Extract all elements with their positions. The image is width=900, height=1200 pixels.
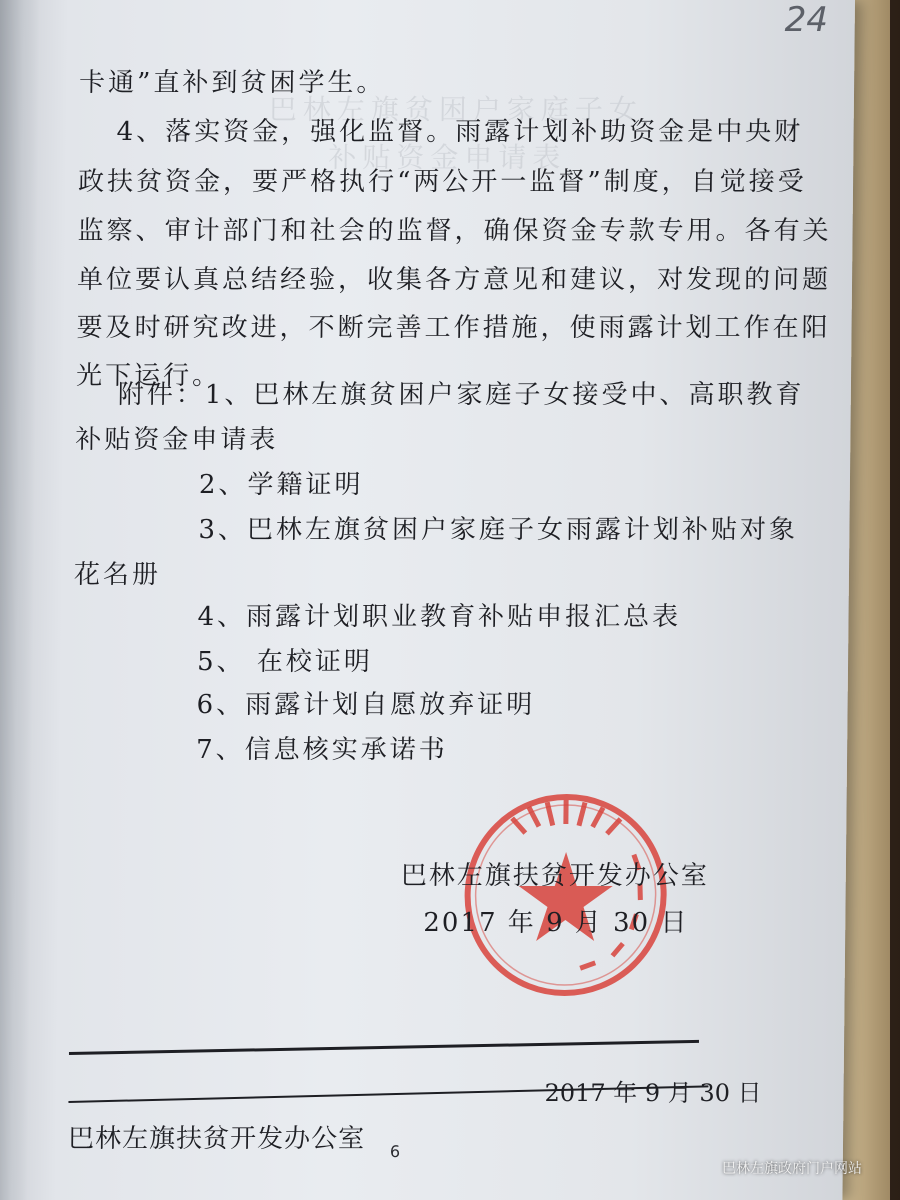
attachment-heading: 附件：1、巴林左旗贫困户家庭子女接受中、高职教育 xyxy=(117,380,805,410)
show-through-text: 补贴资金申请表 xyxy=(328,141,567,174)
attachment-item: 3、巴林左旗贫困户家庭子女雨露计划补贴对象 xyxy=(198,515,799,545)
attachment-item: 2、学籍证明 xyxy=(198,470,364,500)
site-watermark: 巴林左旗政府门户网站 xyxy=(722,1161,862,1177)
attachment-item: 5、 在校证明 xyxy=(196,647,374,677)
body-line: 光下运行。 xyxy=(75,361,222,391)
page-corner-mark: 24 xyxy=(784,0,829,40)
signature-date: 2017 年 9 月 30 日 xyxy=(423,908,689,938)
body-line: 单位要认真总结经验，收集各方意见和建议，对发现的问题 xyxy=(76,265,832,295)
body-line: 要及时研究改进，不断完善工作措施，使雨露计划工作在阳 xyxy=(76,313,831,343)
attachment-item: 4、雨露计划职业教育补贴申报汇总表 xyxy=(197,602,682,632)
page-left-edge xyxy=(0,0,40,1200)
page-number: 6 xyxy=(389,1142,401,1161)
footer-org: 巴林左旗扶贫开发办公室 xyxy=(67,1124,366,1154)
body-line: 政扶贫资金，要严格执行“两公开一监督”制度，自觉接受 xyxy=(77,167,807,197)
official-seal-icon xyxy=(460,790,672,1000)
signature-org: 巴林左旗扶贫开发办公室 xyxy=(400,861,709,891)
body-line: 卡通”直补到贫困学生。 xyxy=(78,68,386,98)
body-line: 4、落实资金，强化监督。雨露计划补助资金是中央财 xyxy=(116,117,804,147)
attachment-item: 补贴资金申请表 xyxy=(75,425,279,455)
attachment-item: 6、雨露计划自愿放弃证明 xyxy=(196,690,536,720)
attachment-item: 花名册 xyxy=(73,560,162,590)
body-line: 监察、审计部门和社会的监督，确保资金专款专用。各有关 xyxy=(77,216,832,246)
show-through-text: 巴林左旗贫困户家庭子女 xyxy=(268,93,644,126)
footer-date: 2017 年 9 月 30 日 xyxy=(544,1079,762,1107)
footer-rule-top xyxy=(69,1040,699,1055)
attachment-item: 7、信息核实承诺书 xyxy=(195,735,448,765)
